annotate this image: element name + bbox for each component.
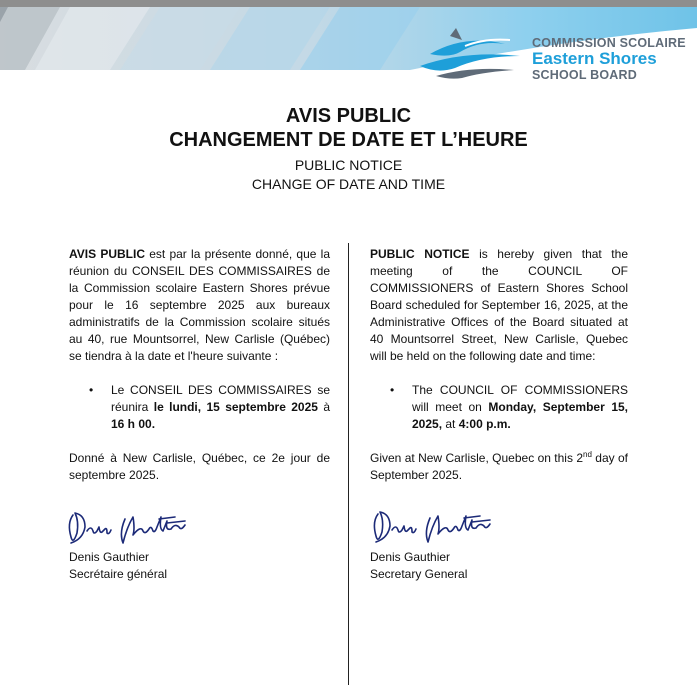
english-given-sup: nd bbox=[583, 450, 592, 459]
english-bullet-date: Monday, September 15, 2025, bbox=[412, 400, 628, 431]
english-signer-name: Denis Gauthier bbox=[370, 550, 451, 564]
english-given-post: day of September 2025. bbox=[370, 451, 628, 482]
french-bullet-item bbox=[69, 382, 330, 433]
title-change-date: CHANGE OF DATE AND TIME bbox=[251, 176, 446, 192]
logo-line-school-board: SCHOOL BOARD bbox=[532, 68, 637, 82]
french-bullet-time: 16 h 00. bbox=[111, 417, 156, 431]
french-intro-bold: AVIS PUBLIC bbox=[69, 247, 146, 261]
school-board-logo bbox=[410, 26, 695, 86]
french-column bbox=[69, 246, 330, 484]
french-bullet-date: le lundi, 15 septembre 2025 bbox=[153, 400, 318, 414]
title-changement: CHANGEMENT DE DATE ET L’HEURE bbox=[169, 129, 528, 151]
french-bullet-mid: à bbox=[317, 400, 330, 414]
french-intro-paragraph bbox=[69, 246, 330, 365]
bullet-icon: • bbox=[89, 383, 94, 397]
english-bullet-mid: at bbox=[442, 417, 459, 431]
wave-logo-icon bbox=[410, 26, 530, 80]
logo-line-commission: COMMISSION SCOLAIRE bbox=[532, 36, 686, 50]
english-bullet-item bbox=[370, 382, 628, 433]
english-intro-paragraph bbox=[370, 246, 628, 365]
english-signer-title: Secretary General bbox=[370, 567, 468, 581]
french-signature-image bbox=[63, 503, 223, 547]
bullet-icon: • bbox=[390, 383, 395, 397]
logo-wordmark bbox=[532, 36, 686, 82]
english-signer-block bbox=[370, 549, 467, 583]
column-divider bbox=[348, 243, 349, 685]
english-intro-bold: PUBLIC NOTICE bbox=[370, 247, 470, 261]
english-bullet-time: 4:00 p.m. bbox=[458, 417, 511, 431]
french-signer-title: Secrétaire général bbox=[69, 567, 168, 581]
french-given-paragraph: Donné à New Carlisle, Québec, ce 2e jour de septembre 2025. bbox=[69, 451, 330, 482]
logo-line-eastern-shores: Eastern Shores bbox=[532, 49, 657, 68]
french-intro-text: est par la présente donné, que la réunion du CONSEIL DES COMMISSAIRES de la Commission scolaire Eastern Shores prévue pour le 16 septembre 2025 aux bureaux administratifs de la Commission scolaire situés au 40, rue Mountsorrel, New Carlisle (Québec) se tiendra à la date et l'heure suivante : bbox=[69, 247, 331, 363]
english-given-pre: Given at New Carlisle, Quebec on this 2 bbox=[370, 451, 583, 465]
english-bullet-text: The COUNCIL OF COMMISSIONERS will meet on bbox=[412, 383, 628, 414]
french-signer-block bbox=[69, 549, 167, 583]
notice-title-block bbox=[0, 104, 697, 194]
english-column bbox=[370, 246, 628, 484]
english-signature-image bbox=[368, 502, 528, 546]
french-bullet-text: Le CONSEIL DES COMMISSAIRES se réunira bbox=[111, 383, 330, 414]
title-avis-public: AVIS PUBLIC bbox=[285, 105, 412, 127]
french-signer-name: Denis Gauthier bbox=[69, 550, 150, 564]
english-intro-text: is hereby given that the meeting of the COUNCIL OF COMMISSIONERS of Eastern Shores School Board scheduled for September 16, 2025, at the Administrative Offices of the Board situated at 40 Mountsorrel Street, New Carlisle, Quebec will be held on the following date and time: bbox=[370, 247, 628, 363]
english-given-paragraph bbox=[370, 450, 628, 484]
title-public-notice: PUBLIC NOTICE bbox=[294, 157, 403, 173]
